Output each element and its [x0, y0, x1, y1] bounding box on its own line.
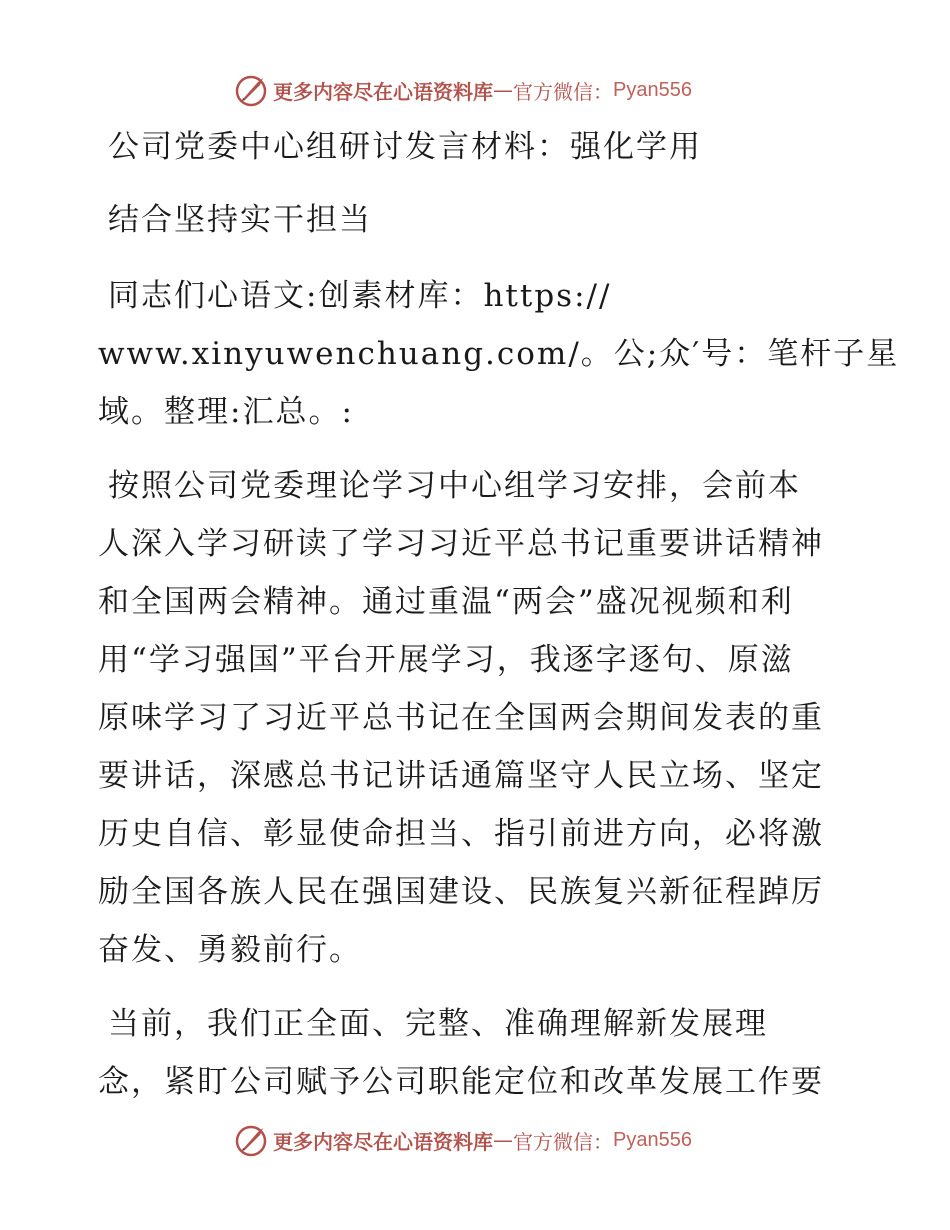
- paragraph1-line-4: 用“学习强国”平台开展学习，我逐字逐句、原滋: [98, 642, 794, 678]
- paragraph2-line-2: 念，紧盯公司赋予公司职能定位和改革发展工作要: [98, 1064, 824, 1100]
- banner-account-label: 官方微信: [513, 79, 593, 104]
- paragraph1-line-1: 按照公司党委理论学习中心组学习安排，会前本: [108, 468, 801, 504]
- source-line-2: www.xinyuwenchuang.com/。公;众′号：笔杆子星: [98, 336, 900, 372]
- paragraph1-line-7: 历史自信、彰显使命担当、指引前进方向，必将激: [98, 816, 824, 852]
- banner-dash: —: [493, 78, 513, 102]
- footer-separator: ：: [593, 1129, 613, 1154]
- document-title-line-2: 结合坚持实干担当: [108, 202, 372, 238]
- footer-banner: [234, 1122, 692, 1158]
- footer-account-label: 官方微信: [513, 1129, 593, 1154]
- banner-account-id: Pyan556: [613, 78, 692, 101]
- document-title-line-1: 公司党委中心组研讨发言材料：强化学用: [108, 129, 702, 165]
- pen-logo-icon: [234, 72, 270, 108]
- paragraph1-line-5: 原味学习了习近平总书记在全国两会期间发表的重: [98, 700, 824, 736]
- footer-main-text: 更多内容尽在心语资料库: [273, 1129, 493, 1154]
- footer-account-id: Pyan556: [613, 1128, 692, 1151]
- banner-separator: ：: [593, 79, 613, 104]
- paragraph1-line-2: 人深入学习研读了学习习近平总书记重要讲话精神: [98, 526, 824, 562]
- source-line-3: 域。整理:汇总。:: [98, 394, 354, 430]
- paragraph1-line-8: 励全国各族人民在强国建设、民族复兴新征程踔厉: [98, 874, 824, 910]
- source-line-1: 同志们心语文:创素材库：https://: [108, 278, 612, 314]
- banner-main-text: 更多内容尽在心语资料库: [273, 79, 493, 104]
- paragraph1-line-3: 和全国两会精神。通过重温“两会”盛况视频和利: [98, 584, 794, 620]
- header-banner: [234, 72, 692, 108]
- paragraph1-line-6: 要讲话，深感总书记讲话通篇坚守人民立场、坚定: [98, 758, 824, 794]
- footer-dash: —: [493, 1128, 513, 1152]
- paragraph1-line-9: 奋发、勇毅前行。: [98, 932, 362, 968]
- pen-logo-icon: [234, 1122, 270, 1158]
- paragraph2-line-1: 当前，我们正全面、完整、准确理解新发展理: [108, 1006, 768, 1042]
